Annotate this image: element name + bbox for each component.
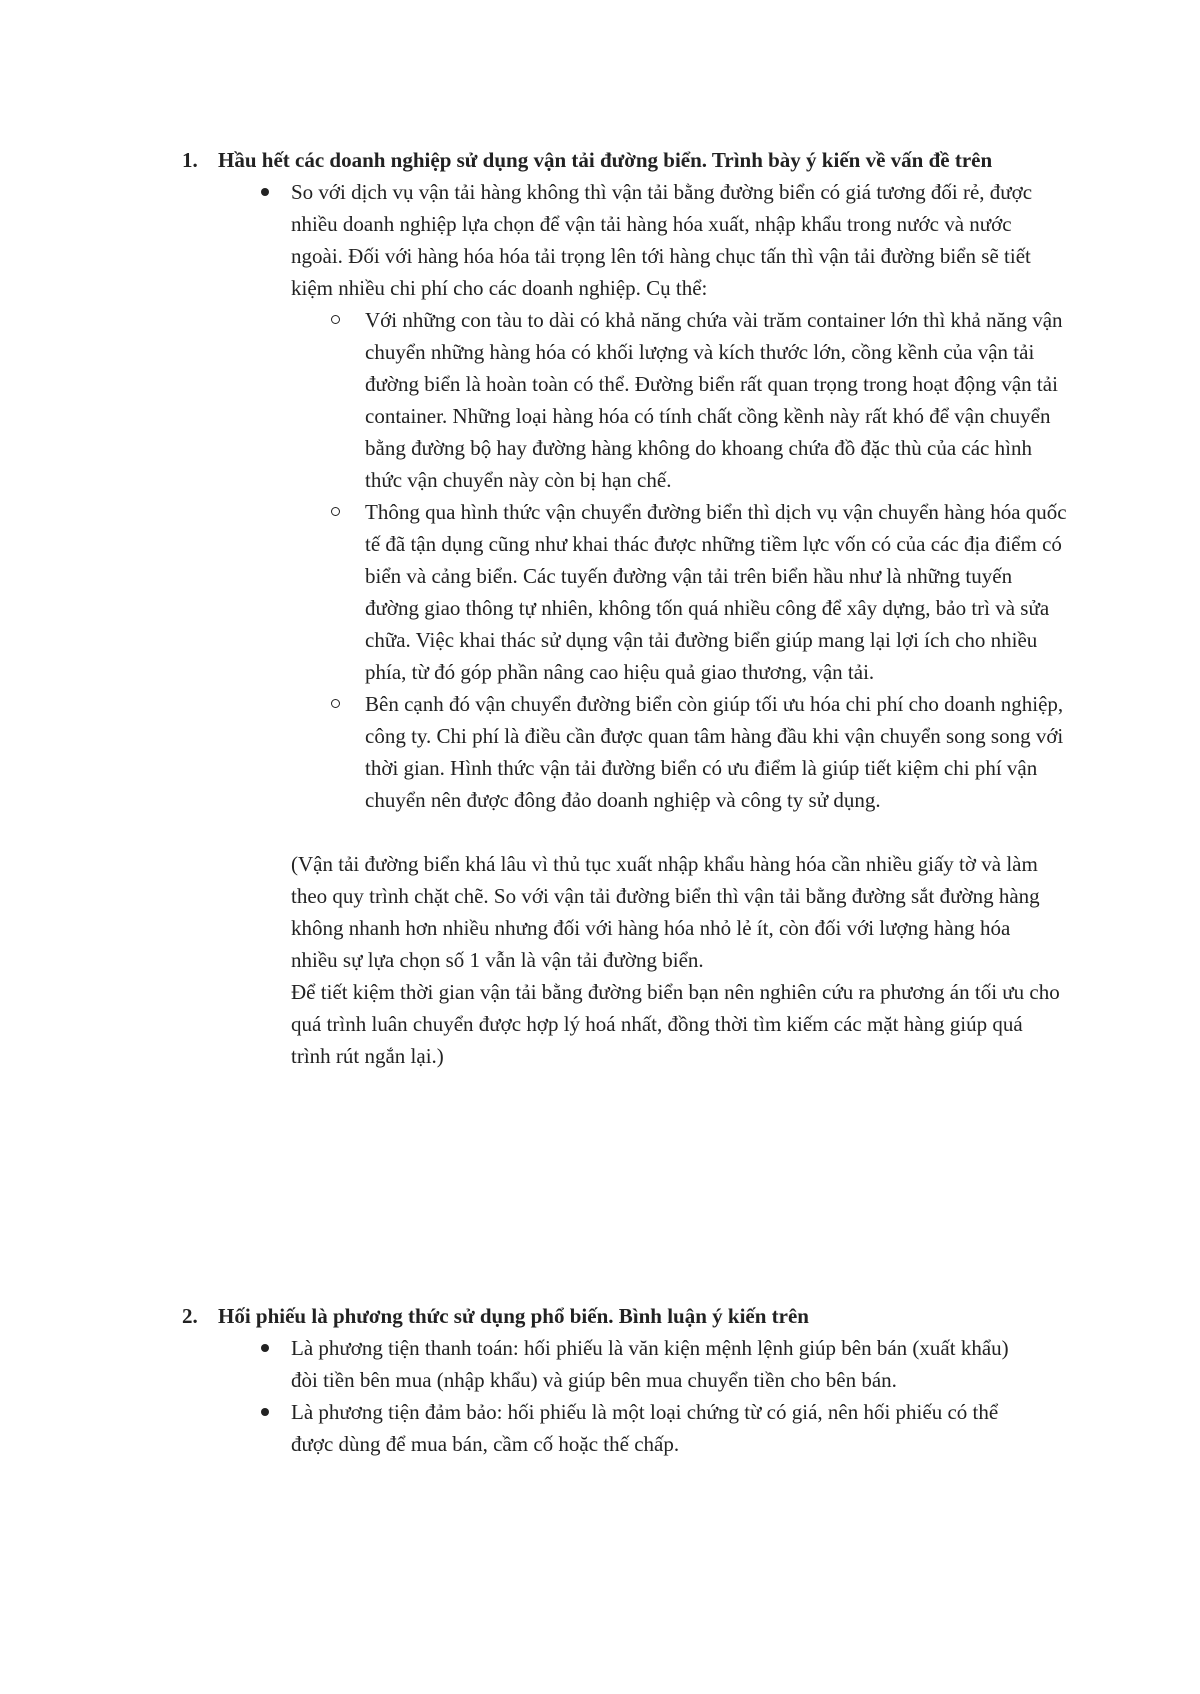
bullet-dot-icon: [261, 1408, 269, 1416]
section-1-sub-list: [0, 304, 1200, 816]
hollow-circle-icon: [331, 315, 340, 324]
section-1-note: [0, 848, 1200, 1072]
section-1: [0, 144, 1200, 1072]
bullet-dot-icon: [261, 188, 269, 196]
note-paragraph: Để tiết kiệm thời gian vận tải bằng đường biển bạn nên nghiên cứu ra phương án tối ưu cho quá trình luân chuyển được hợp lý hoá nhất, đồng thời tìm kiếm các mặt hàng giúp quá trình rút ngắn lại.): [291, 980, 1060, 1068]
section-2-heading-text: Hối phiếu là phương thức sử dụng phổ biến. Bình luận ý kiến trên: [218, 1304, 809, 1328]
hollow-circle-icon: [331, 699, 340, 708]
list-item: [0, 496, 1070, 688]
sub-bullet-text: Thông qua hình thức vận chuyển đường biển thì dịch vụ vận chuyển hàng hóa quốc tế đã tận dụng cũng như khai thác được những tiềm lực vốn có của các địa điểm có biển và cảng biển. Các tuyến đường vận tải trên biển hầu như là những tuyến đường giao thông tự nhiên, không tốn quá nhiều công để xây dựng, bảo trì và sửa chữa. Việc khai thác sử dụng vận tải đường biển giúp mang lại lợi ích cho nhiều phía, từ đó góp phần nâng cao hiệu quả giao thương, vận tải.: [365, 500, 1067, 684]
section-2-bullet-list: [0, 1332, 1200, 1460]
list-item: [0, 304, 1070, 496]
bullet-text: Là phương tiện thanh toán: hối phiếu là văn kiện mệnh lệnh giúp bên bán (xuất khẩu) đòi tiền bên mua (nhập khẩu) và giúp bên mua chuyển tiền cho bên bán.: [291, 1336, 1009, 1392]
list-item: [0, 1396, 1031, 1460]
section-2-number: 2.: [182, 1304, 198, 1328]
section-1-heading: [0, 144, 1058, 176]
list-item: [0, 1332, 1031, 1396]
hollow-circle-icon: [331, 507, 340, 516]
section-1-heading-text: Hầu hết các doanh nghiệp sử dụng vận tải đường biển. Trình bày ý kiến về vấn đề trên: [218, 148, 993, 172]
bullet-text: So với dịch vụ vận tải hàng không thì vận tải bằng đường biển có giá tương đối rẻ, được nhiều doanh nghiệp lựa chọn để vận tải hàng hóa xuất, nhập khẩu trong nước và nước ngoài. Đối với hàng hóa hóa tải trọng lên tới hàng chục tấn thì vận tải đường biển sẽ tiết kiệm nhiều chi phí cho các doanh nghiệp. Cụ thể:: [291, 180, 1033, 300]
sub-bullet-text: Bên cạnh đó vận chuyển đường biển còn giúp tối ưu hóa chi phí cho doanh nghiệp, công ty. Chi phí là điều cần được quan tâm hàng đầu khi vận chuyển song song với thời gian. Hình thức vận tải đường biển có ưu điểm là giúp tiết kiệm chi phí vận chuyển nên được đông đảo doanh nghiệp và công ty sử dụng.: [365, 692, 1064, 812]
sub-bullet-text: Với những con tàu to dài có khả năng chứa vài trăm container lớn thì khả năng vận chuyển những hàng hóa có khối lượng và kích thước lớn, cồng kềnh của vận tải đường biển là hoàn toàn có thể. Đường biển rất quan trọng trong hoạt động vận tải container. Những loại hàng hóa có tính chất cồng kềnh này rất khó để vận chuyển bằng đường bộ hay đường hàng không do khoang chứa đồ đặc thù của các hình thức vận chuyển này còn bị hạn chế.: [365, 308, 1063, 492]
section-1-number: 1.: [182, 148, 198, 172]
section-1-bullet-list: [0, 176, 1200, 304]
bullet-text: Là phương tiện đảm bảo: hối phiếu là một loại chứng từ có giá, nên hối phiếu có thể được dùng để mua bán, cầm cố hoặc thế chấp.: [291, 1400, 999, 1456]
section-2-heading: [0, 1300, 1058, 1332]
list-item: [0, 688, 1070, 816]
section-2: [0, 1300, 1200, 1460]
note-paragraph: (Vận tải đường biển khá lâu vì thủ tục xuất nhập khẩu hàng hóa cần nhiều giấy tờ và làm theo quy trình chặt chẽ. So với vận tải đường biển thì vận tải bằng đường sắt đường hàng không nhanh hơn nhiều nhưng đối với hàng hóa nhỏ lẻ ít, còn đối với lượng hàng hóa nhiều sự lựa chọn số 1 vẫn là vận tải đường biển.: [291, 852, 1040, 972]
bullet-dot-icon: [261, 1344, 269, 1352]
list-item: [0, 176, 1051, 304]
